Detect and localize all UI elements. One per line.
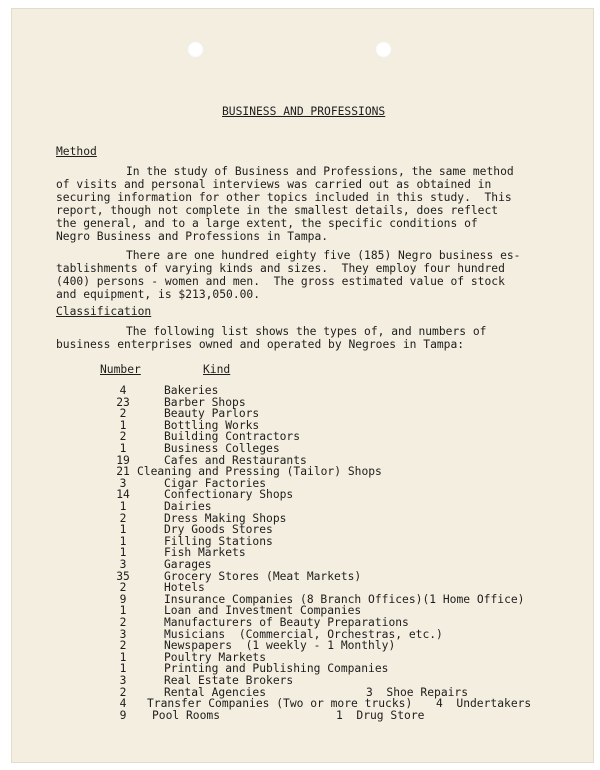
- text-line: In the study of Business and Professions, the same method: [126, 165, 514, 178]
- item-number: 3: [119, 476, 127, 490]
- punch-hole: [375, 41, 392, 58]
- item-kind: Hotels: [164, 581, 205, 595]
- text-line: The following list shows the types of, and numbers of: [126, 325, 487, 338]
- item-number: 35: [116, 569, 130, 583]
- item-extra: 4 Undertakers: [436, 697, 532, 711]
- item-kind: Real Estate Brokers: [164, 674, 294, 687]
- item-kind: Newspapers (1 weekly - 1 Monthly): [164, 639, 396, 653]
- item-number: 1: [119, 500, 127, 513]
- text-line: the general, and to a large extent, the specific conditions of: [56, 217, 478, 230]
- punch-hole: [187, 41, 204, 58]
- item-number: 2: [119, 430, 127, 444]
- item-number: 4: [119, 384, 127, 397]
- item-kind: Printing and Publishing Companies: [164, 662, 389, 676]
- item-kind: Pool Rooms: [152, 708, 221, 722]
- item-number: 1: [119, 534, 127, 548]
- text-line: securing information for other topics included in this study. This: [56, 191, 512, 204]
- business-list: [109, 385, 579, 735]
- page-title: BUSINESS AND PROFESSIONS: [222, 105, 386, 118]
- item-number: 14: [116, 488, 130, 502]
- item-kind: Beauty Parlors: [164, 407, 260, 421]
- item-number: 3: [119, 627, 127, 641]
- text-line: of visits and personal interviews was carried out as obtained in: [56, 178, 492, 191]
- item-kind: Cleaning and Pressing (Tailor) Shops: [137, 465, 382, 479]
- document-page: [11, 8, 594, 763]
- text-line: tablishments of varying kinds and sizes. They employ four hundred: [56, 262, 505, 275]
- item-number: 1: [119, 523, 127, 537]
- item-number: 2: [119, 685, 127, 699]
- item-kind: Rental Agencies: [164, 685, 267, 699]
- item-number: 19: [116, 453, 130, 467]
- method-heading: Method: [56, 145, 97, 158]
- item-number: 1: [119, 442, 127, 455]
- item-kind: Cafes and Restaurants: [164, 453, 307, 467]
- item-number: 2: [119, 581, 127, 595]
- item-kind: Musicians (Commercial, Orchestras, etc.): [164, 627, 443, 641]
- item-kind: Building Contractors: [164, 430, 301, 444]
- item-number: 1: [119, 546, 127, 560]
- column-header-kind: Kind: [203, 363, 231, 376]
- text-line: and equipment, is $213,050.00.: [56, 288, 261, 301]
- item-number: 2: [119, 639, 127, 653]
- item-number: 2: [119, 407, 127, 421]
- text-line: business enterprises owned and operated by Negroes in Tampa:: [56, 338, 465, 351]
- item-kind: Cigar Factories: [164, 476, 267, 490]
- item-kind: Dry Goods Stores: [164, 523, 273, 537]
- item-kind: Grocery Stores (Meat Markets): [164, 569, 362, 583]
- item-kind: Bakeries: [164, 384, 219, 397]
- text-line: Negro Business and Professions in Tampa.: [56, 230, 329, 243]
- item-kind: Loan and Investment Companies: [164, 604, 362, 618]
- item-kind: Insurance Companies (8 Branch Offices)(1 Home Office): [164, 592, 525, 606]
- item-number: 4: [119, 697, 127, 711]
- text-line: There are one hundred eighty five (185) Negro business es-: [126, 249, 521, 262]
- item-number: 2: [119, 511, 127, 525]
- item-number: 1: [119, 662, 127, 676]
- item-number: 3: [119, 674, 127, 687]
- item-number: 2: [119, 616, 127, 629]
- item-number: 9: [119, 708, 127, 722]
- item-number: 21: [116, 465, 130, 479]
- item-number: 9: [119, 592, 127, 606]
- item-extra: 1 Drug Store: [336, 708, 425, 722]
- item-kind: Barber Shops: [164, 395, 246, 409]
- item-kind: Poultry Markets: [164, 650, 267, 664]
- item-kind: Filling Stations: [164, 534, 273, 548]
- item-kind: Business Colleges: [164, 442, 280, 455]
- item-kind: Dress Making Shops: [164, 511, 287, 525]
- item-extra: 3 Shoe Repairs: [366, 685, 469, 699]
- item-number: 1: [119, 604, 127, 618]
- item-kind: Dairies: [164, 500, 212, 513]
- column-header-number: Number: [100, 363, 141, 376]
- classification-heading: Classification: [56, 305, 152, 318]
- item-kind: Transfer Companies (Two or more trucks): [147, 697, 413, 711]
- item-kind: Garages: [164, 558, 212, 571]
- item-kind: Fish Markets: [164, 546, 246, 560]
- text-line: report, though not complete in the smallest details, does reflect: [56, 204, 499, 217]
- item-number: 3: [119, 558, 127, 571]
- item-kind: Bottling Works: [164, 418, 260, 432]
- text-line: (400) persons - women and men. The gross estimated value of stock: [56, 275, 505, 288]
- item-number: 23: [116, 395, 130, 409]
- item-number: 1: [119, 650, 127, 664]
- item-number: 1: [119, 418, 127, 432]
- item-kind: Manufacturers of Beauty Preparations: [164, 616, 409, 629]
- item-kind: Confectionary Shops: [164, 488, 294, 502]
